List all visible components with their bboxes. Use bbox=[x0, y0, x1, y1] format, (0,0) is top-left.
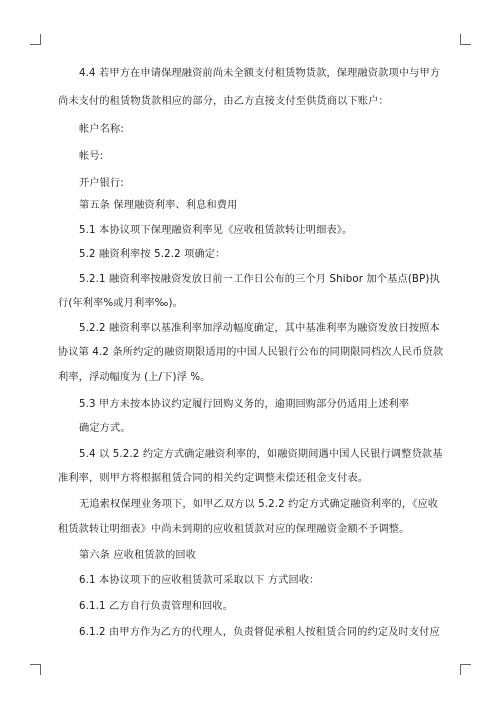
paragraph-5-4-line-2: 准利率，则甲方将根据租赁合同的相关约定调整未偿还租金支付表。 bbox=[58, 473, 369, 484]
account-number-label: 帐号: bbox=[79, 151, 104, 162]
paragraph-4-4-line-1: 4.4 若甲方在申请保理融资前尚未全额支付租赁物货款，保理融资款项中与甲方 bbox=[79, 68, 441, 79]
paragraph-5-3-line-2: 确定方式。 bbox=[79, 423, 131, 434]
article-6-heading: 第六条 应收租赁款的回收 bbox=[79, 550, 197, 561]
paragraph-5-3-line-1: 5.3 甲方未按本协议约定履行回购义务的，逾期回购部分仍适用上述利率 bbox=[79, 399, 410, 410]
paragraph-nonrecourse-line-1: 无追索权保理业务项下，如甲乙双方以 5.2.2 约定方式确定融资利率的，《应收 bbox=[79, 499, 439, 510]
paragraph-5-2-2-line-1: 5.2.2 融资利率以基准利率加浮动幅度确定，其中基准利率为融资发放日按照本 bbox=[79, 323, 440, 334]
paragraph-5-2-2-line-2: 协议第 4.2 条所约定的融资期限适用的中国人民银行公布的同期限同档次人民币贷款 bbox=[58, 347, 444, 358]
paragraph-4-4-line-2: 尚未支付的租赁物货款相应的部分，由乙方直接支付至供货商以下账户： bbox=[58, 96, 389, 107]
article-5-heading: 第五条 保理融资利率、利息和费用 bbox=[79, 200, 238, 211]
paragraph-5-4-line-1: 5.4 以 5.2.2 约定方式确定融资利率的，如融资期间遇中国人民银行调整贷款基 bbox=[79, 449, 443, 460]
bank-label: 开户银行: bbox=[79, 178, 124, 189]
paragraph-6-1-1: 6.1.1 乙方自行负责管理和回收。 bbox=[79, 601, 234, 612]
paragraph-5-1: 5.1 本协议项下保理融资利率见《应收租赁款转让明细表》。 bbox=[79, 225, 353, 236]
account-name-label: 帐户名称: bbox=[79, 124, 124, 135]
paragraph-5-2-2-line-3: 利率，浮动幅度为 (上/下)浮 %。 bbox=[58, 372, 211, 383]
paragraph-5-2-1-line-2: 行(年利率%或月利率‰)。 bbox=[58, 298, 183, 309]
paragraph-6-1-2-line-1: 6.1.2 由甲方作为乙方的代理人，负责督促承租人按租赁合同的约定及时支付应 bbox=[79, 627, 440, 638]
paragraph-nonrecourse-line-2: 租赁款转让明细表》中尚未到期的应收租赁款对应的保理融资金额不予调整。 bbox=[58, 524, 410, 535]
paragraph-5-2-1-line-1: 5.2.1 融资利率按融资发放日前一工作日公布的三个月 Shibor 加个基点(BP)执 bbox=[79, 274, 440, 285]
paragraph-6-1: 6.1 本协议项下的应收租赁款可采取以下 方式回收： bbox=[79, 575, 320, 586]
paragraph-5-2: 5.2 融资利率按 5.2.2 项确定： bbox=[79, 249, 226, 260]
